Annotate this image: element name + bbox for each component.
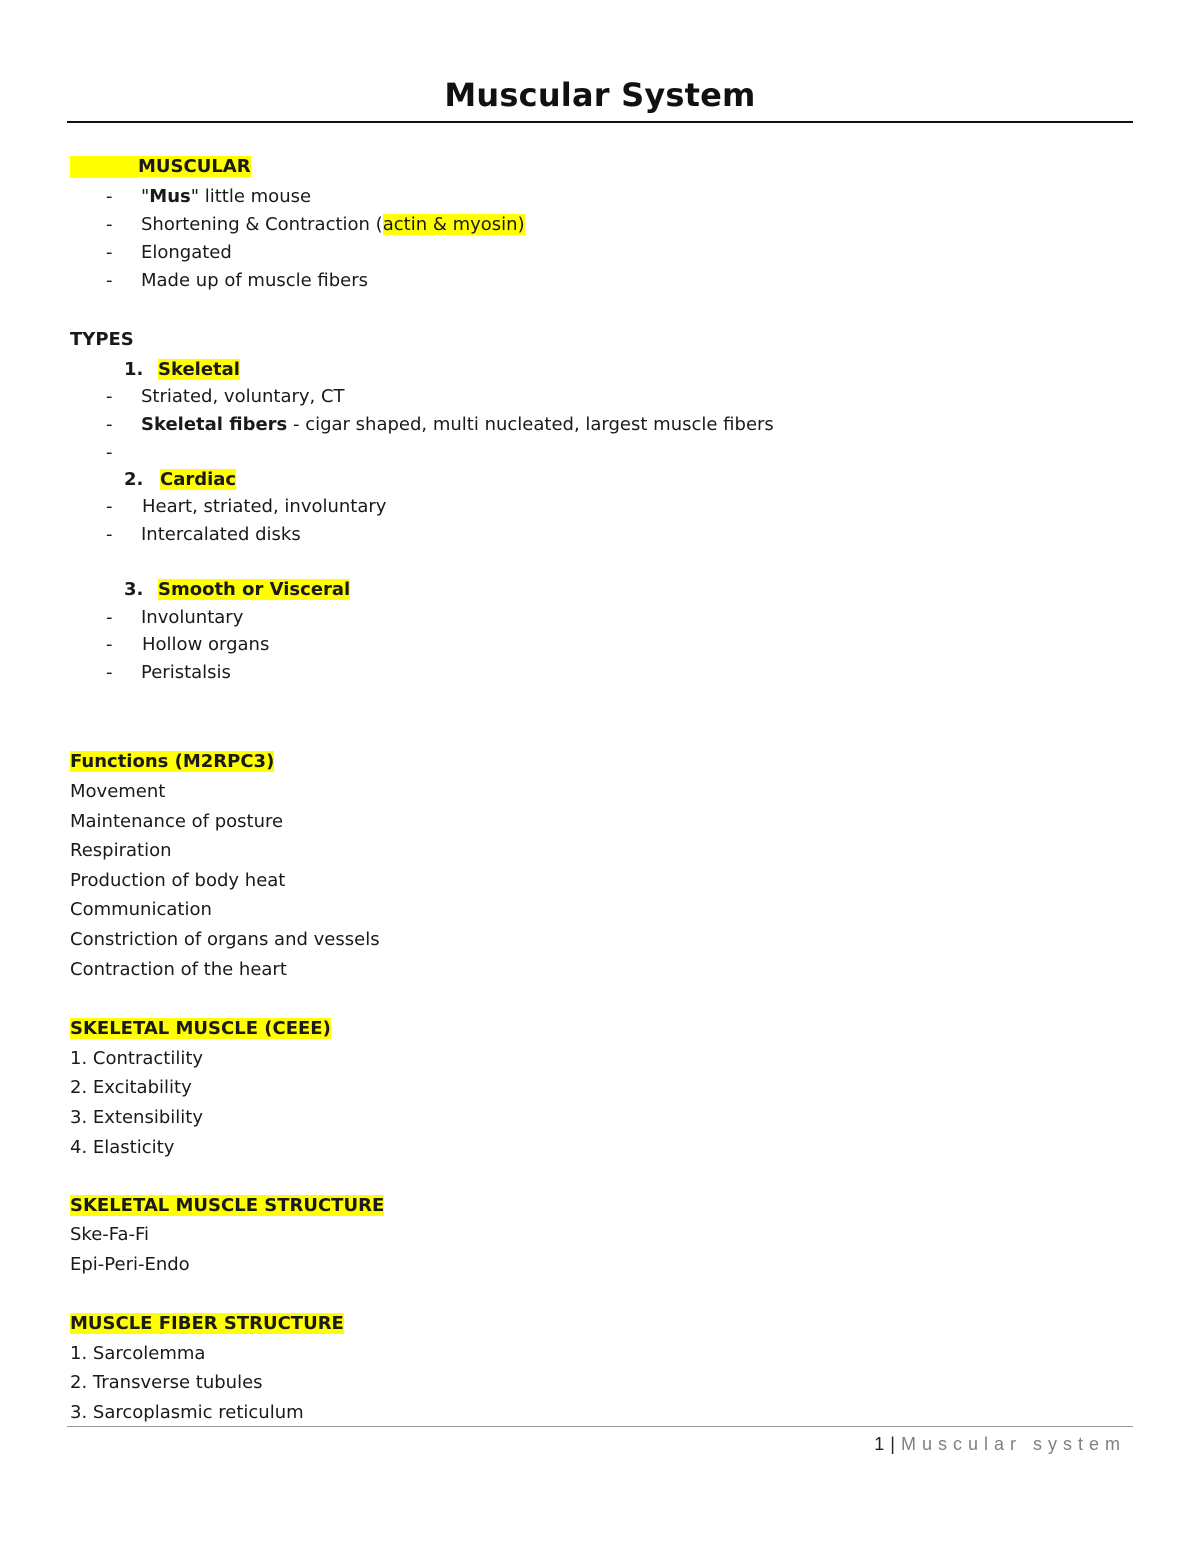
function-item: Production of body heat bbox=[70, 870, 286, 891]
smooth-item-2: Hollow organs bbox=[142, 634, 270, 655]
cardiac-item-2: Intercalated disks bbox=[141, 524, 301, 545]
muscular-item-3: Elongated bbox=[141, 242, 232, 263]
heading-highlight-lead bbox=[70, 156, 138, 178]
type-number: 1. bbox=[124, 359, 144, 380]
bullet-dash-empty: - bbox=[106, 442, 113, 463]
type-number: 3. bbox=[124, 579, 144, 600]
bullet-dash: - bbox=[106, 662, 113, 683]
property-item: 1. Contractility bbox=[70, 1048, 204, 1069]
bullet-dash: - bbox=[106, 496, 113, 517]
type-smooth-heading: Smooth or Visceral bbox=[158, 579, 351, 600]
bullet-dash: - bbox=[106, 214, 113, 235]
title-divider bbox=[67, 121, 1133, 123]
page-footer bbox=[874, 1433, 1126, 1455]
bullet-dash: - bbox=[106, 414, 113, 435]
smooth-item-1: Involuntary bbox=[141, 607, 244, 628]
footer-doc-name: Muscular system bbox=[900, 1434, 1126, 1454]
fiber-item: 2. Transverse tubules bbox=[70, 1372, 263, 1393]
bullet-dash: - bbox=[106, 186, 113, 207]
bullet-dash: - bbox=[106, 386, 113, 407]
structure-item: Ske-Fa-Fi bbox=[70, 1224, 150, 1245]
bullet-dash: - bbox=[106, 607, 113, 628]
bullet-dash: - bbox=[106, 270, 113, 291]
fiber-structure-heading: MUSCLE FIBER STRUCTURE bbox=[70, 1313, 344, 1334]
bullet-dash: - bbox=[106, 524, 113, 545]
property-item: 4. Elasticity bbox=[70, 1137, 175, 1158]
muscular-item-4: Made up of muscle fibers bbox=[141, 270, 369, 291]
page-number: 1 bbox=[874, 1434, 885, 1454]
functions-heading: Functions (M2RPC3) bbox=[70, 751, 275, 772]
fiber-item: 1. Sarcolemma bbox=[70, 1343, 206, 1364]
muscular-heading: MUSCULAR bbox=[138, 156, 251, 177]
footer-separator: | bbox=[890, 1434, 895, 1454]
type-cardiac-heading: Cardiac bbox=[160, 469, 237, 490]
bullet-dash: - bbox=[106, 634, 113, 655]
function-item: Movement bbox=[70, 781, 166, 802]
smooth-item-3: Peristalsis bbox=[141, 662, 231, 683]
property-item: 2. Excitability bbox=[70, 1077, 192, 1098]
skeletal-structure-heading: SKELETAL MUSCLE STRUCTURE bbox=[70, 1195, 385, 1216]
skeletal-item-2: Skeletal fibers - cigar shaped, multi nucleated, largest muscle fibers bbox=[141, 414, 774, 435]
structure-item: Epi-Peri-Endo bbox=[70, 1254, 190, 1275]
property-item: 3. Extensibility bbox=[70, 1107, 203, 1128]
bullet-dash: - bbox=[106, 242, 113, 263]
footer-divider bbox=[67, 1426, 1133, 1427]
fiber-item: 3. Sarcoplasmic reticulum bbox=[70, 1402, 304, 1423]
function-item: Constriction of organs and vessels bbox=[70, 929, 380, 950]
skeletal-muscle-heading: SKELETAL MUSCLE (CEEE) bbox=[70, 1018, 331, 1039]
function-item: Respiration bbox=[70, 840, 172, 861]
muscular-item-1: "Mus" little mouse bbox=[141, 186, 312, 207]
skeletal-item-1: Striated, voluntary, CT bbox=[141, 386, 345, 407]
function-item: Maintenance of posture bbox=[70, 811, 284, 832]
muscular-item-2: Shortening & Contraction (actin & myosin) bbox=[141, 214, 525, 235]
type-number: 2. bbox=[124, 469, 144, 490]
function-item: Contraction of the heart bbox=[70, 959, 287, 980]
function-item: Communication bbox=[70, 899, 212, 920]
type-skeletal-heading: Skeletal bbox=[158, 359, 240, 380]
types-heading: TYPES bbox=[70, 329, 134, 350]
cardiac-item-1: Heart, striated, involuntary bbox=[142, 496, 387, 517]
page-title: Muscular System bbox=[444, 76, 756, 114]
